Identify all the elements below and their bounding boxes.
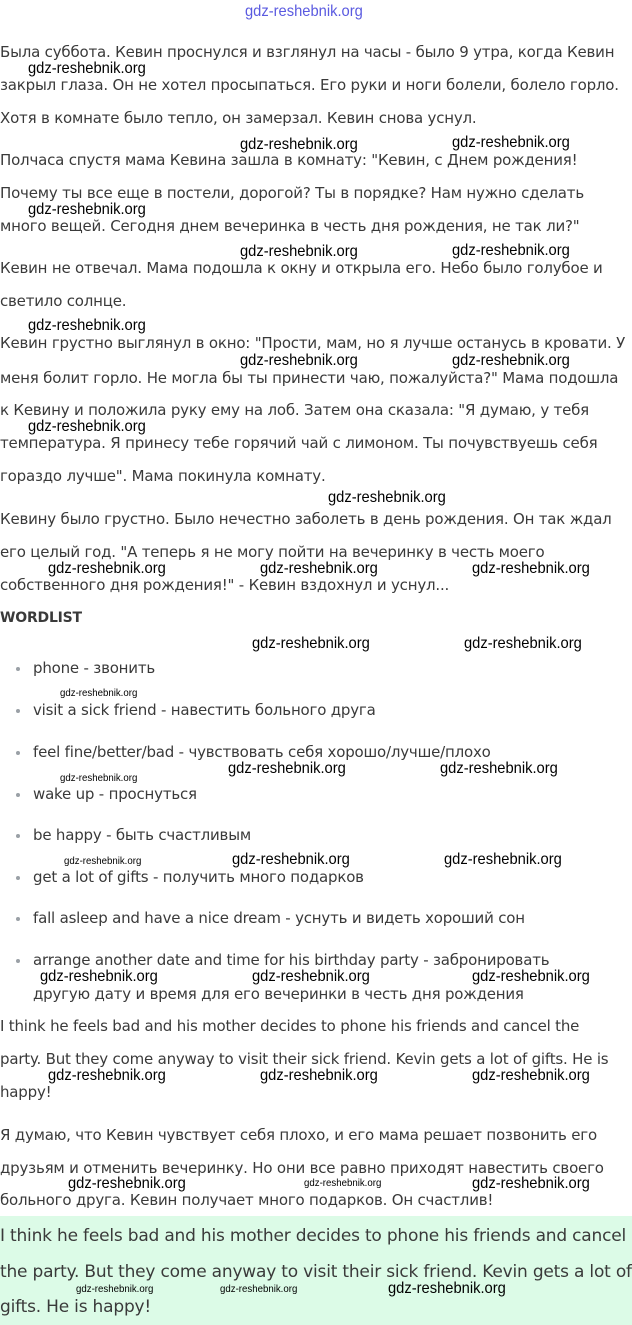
story-line: Кевин не отвечал. Мама подошла к окну и открыла его. Небо было голубое и: [0, 259, 603, 277]
bullet-icon: [16, 917, 20, 921]
answer-highlight-line: gifts. He is happy!: [0, 1297, 152, 1317]
watermark: gdz-reshebnik.org: [60, 772, 138, 784]
bullet-icon: [16, 751, 20, 755]
story-line: Почему ты все еще в постели, дорогой? Ты в порядке? Нам нужно сделать: [0, 184, 584, 202]
story-line: Полчаса спустя мама Кевина зашла в комнату: "Кевин, с Днем рождения!: [0, 151, 578, 169]
bullet-icon: [16, 667, 20, 671]
watermark: gdz-reshebnik.org: [232, 851, 350, 868]
story-line: Хотя в комнате было тепло, он замерзал. Кевин снова уснул.: [0, 109, 477, 127]
watermark: gdz-reshebnik.org: [472, 1175, 590, 1192]
answer-en-line: party. But they come anyway to visit their sick friend. Kevin gets a lot of gifts. He is: [0, 1050, 609, 1068]
header-watermark: gdz-reshebnik.org: [245, 3, 363, 20]
watermark: gdz-reshebnik.org: [28, 201, 146, 218]
watermark: gdz-reshebnik.org: [240, 243, 358, 260]
story-line: меня болит горло. Не могла бы ты принести чаю, пожалуйста?" Мама подошла: [0, 369, 619, 387]
story-line: Кевину было грустно. Было нечестно заболеть в день рождения. Он так ждал: [0, 510, 612, 528]
watermark: gdz-reshebnik.org: [464, 635, 582, 652]
story-line: гораздо лучше". Мама покинула комнату.: [0, 467, 326, 485]
wordlist-item: visit a sick friend - навестить больного друга: [33, 701, 376, 719]
watermark: gdz-reshebnik.org: [68, 1175, 186, 1192]
story-line: к Кевину и положила руку ему на лоб. Затем она сказала: "Я думаю, у тебя: [0, 401, 589, 419]
watermark: gdz-reshebnik.org: [440, 760, 558, 777]
wordlist-item: arrange another date and time for his birthday party - забронировать: [33, 951, 550, 969]
watermark: gdz-reshebnik.org: [472, 1067, 590, 1084]
watermark: gdz-reshebnik.org: [260, 560, 378, 577]
watermark: gdz-reshebnik.org: [76, 1283, 154, 1295]
watermark: gdz-reshebnik.org: [452, 134, 570, 151]
wordlist-item: fall asleep and have a nice dream - уснуть и видеть хороший сон: [33, 909, 525, 927]
bullet-icon: [16, 959, 20, 963]
watermark: gdz-reshebnik.org: [304, 1177, 382, 1189]
story-line: Была суббота. Кевин проснулся и взглянул на часы - было 9 утра, когда Кевин: [0, 43, 615, 61]
answer-en-line: I think he feels bad and his mother decides to phone his friends and cancel the: [0, 1017, 580, 1035]
answer-ru-line: больного друга. Кевин получает много подарков. Он счастлив!: [0, 1191, 494, 1209]
wordlist-item: другую дату и время для его вечеринки в честь дня рождения: [33, 985, 524, 1003]
watermark: gdz-reshebnik.org: [220, 1283, 298, 1295]
watermark: gdz-reshebnik.org: [252, 635, 370, 652]
story-line: закрыл глаза. Он не хотел просыпаться. Его руки и ноги болели, болело горло.: [0, 76, 619, 94]
watermark: gdz-reshebnik.org: [228, 760, 346, 777]
answer-ru-line: друзьям и отменить вечеринку. Но они все равно приходят навестить своего: [0, 1159, 604, 1177]
answer-ru-line: Я думаю, что Кевин чувствует себя плохо, и его мама решает позвонить его: [0, 1126, 597, 1144]
watermark: gdz-reshebnik.org: [444, 851, 562, 868]
bullet-icon: [16, 793, 20, 797]
story-line: много вещей. Сегодня днем вечеринка в честь дня рождения, не так ли?": [0, 217, 580, 235]
watermark: gdz-reshebnik.org: [452, 352, 570, 369]
bullet-icon: [16, 709, 20, 713]
wordlist-item: phone - звонить: [33, 659, 156, 677]
watermark: gdz-reshebnik.org: [472, 560, 590, 577]
watermark: gdz-reshebnik.org: [472, 968, 590, 985]
watermark: gdz-reshebnik.org: [28, 418, 146, 435]
watermark: gdz-reshebnik.org: [452, 242, 570, 259]
wordlist-item: wake up - проснуться: [33, 785, 197, 803]
watermark: gdz-reshebnik.org: [240, 352, 358, 369]
watermark: gdz-reshebnik.org: [252, 968, 370, 985]
story-line: Кевин грустно выглянул в окно: "Прости, мам, но я лучше останусь в кровати. У: [0, 334, 626, 352]
answer-en-line: happy!: [0, 1083, 52, 1101]
wordlist-heading: WORDLIST: [0, 610, 82, 626]
watermark: gdz-reshebnik.org: [328, 489, 446, 506]
watermark: gdz-reshebnik.org: [388, 1280, 506, 1297]
watermark: gdz-reshebnik.org: [48, 1067, 166, 1084]
watermark: gdz-reshebnik.org: [240, 136, 358, 153]
story-line: его целый год. "А теперь я не могу пойти на вечеринку в честь моего: [0, 543, 545, 561]
answer-highlight-line: the party. But they come anyway to visit their sick friend. Kevin gets a lot of: [0, 1262, 632, 1282]
wordlist-item: be happy - быть счастливым: [33, 826, 251, 844]
watermark: gdz-reshebnik.org: [28, 317, 146, 334]
watermark: gdz-reshebnik.org: [260, 1067, 378, 1084]
watermark: gdz-reshebnik.org: [48, 560, 166, 577]
watermark: gdz-reshebnik.org: [28, 60, 146, 77]
bullet-icon: [16, 876, 20, 880]
watermark: gdz-reshebnik.org: [60, 687, 138, 699]
wordlist-item: get a lot of gifts - получить много подарков: [33, 868, 364, 886]
wordlist-item: feel fine/better/bad - чувствовать себя хорошо/лучше/плохо: [33, 743, 491, 761]
watermark: gdz-reshebnik.org: [40, 968, 158, 985]
story-line: температура. Я принесу тебе горячий чай с лимоном. Ты почувствуешь себя: [0, 434, 598, 452]
bullet-icon: [16, 834, 20, 838]
answer-highlight-line: I think he feels bad and his mother decides to phone his friends and cancel: [0, 1226, 627, 1246]
story-line: светило солнце.: [0, 292, 127, 310]
story-line: собственного дня рождения!" - Кевин вздохнул и уснул...: [0, 576, 450, 594]
watermark: gdz-reshebnik.org: [64, 855, 142, 867]
